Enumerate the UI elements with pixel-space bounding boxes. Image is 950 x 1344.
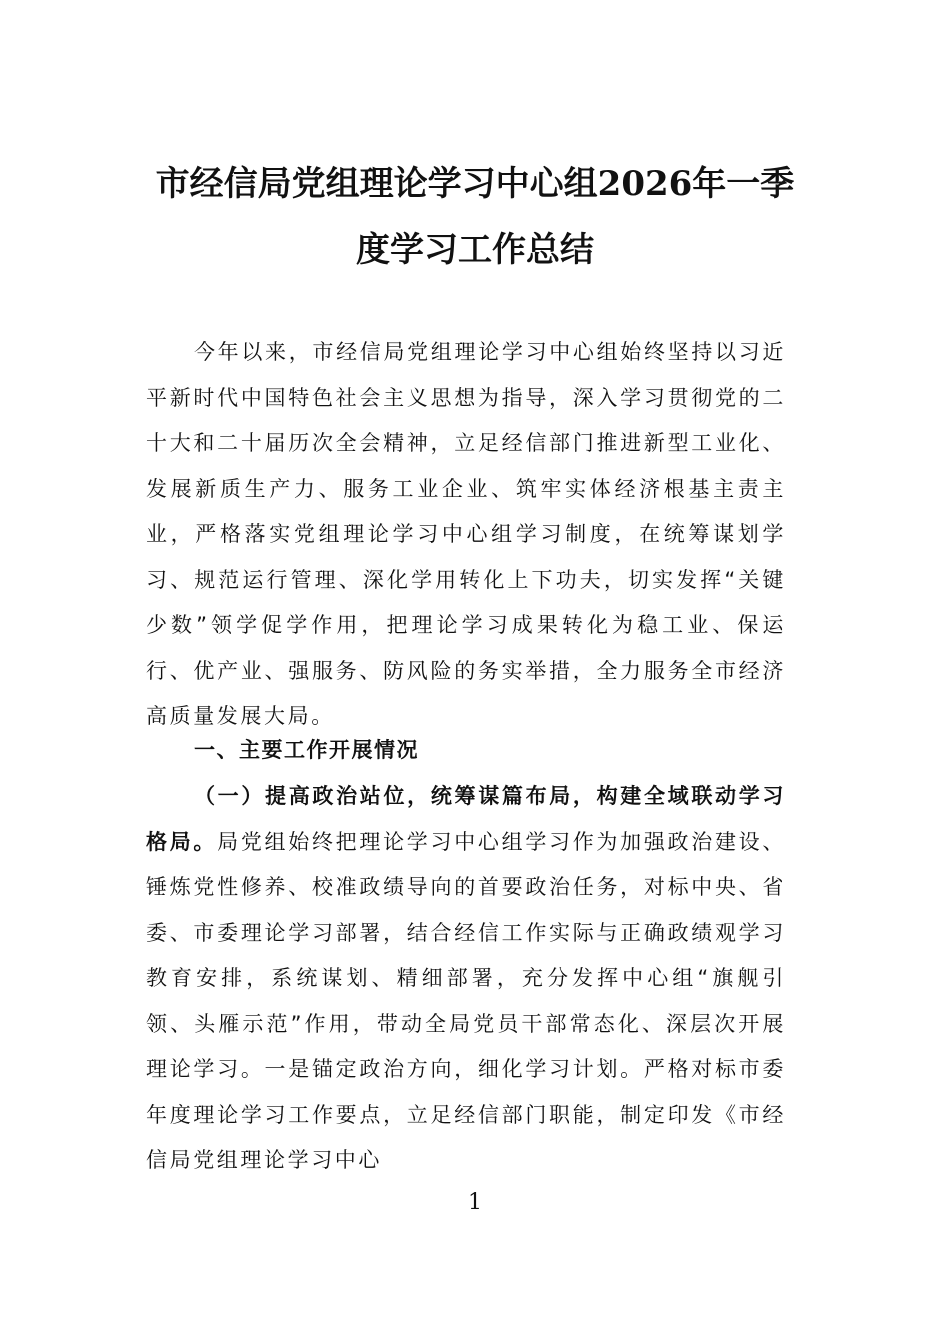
page-number: 1 — [468, 1190, 482, 1215]
document-title-line-1: 市经信局党组理论学习中心组2026年一季 — [155, 164, 795, 204]
document-title-line-2: 度学习工作总结 — [356, 230, 594, 270]
subsection-paragraph — [146, 774, 786, 1184]
intro-paragraph: 今年以来，市经信局党组理论学习中心组始终坚持以习近平新时代中国特色社会主义思想为指导，深入学习贯彻党的二十大和二十届历次全会精神，立足经信部门推进新型工业化、发展新质生产力、服务工业企业、筑牢实体经济根基主责主业，严格落实党组理论学习中心组学习制度，在统筹谋划学习、规范运行管理、深化学用转化上下功夫，切实发挥“关键少数”领学促学作用，把理论学习成果转化为稳工业、保运行、优产业、强服务、防风险的务实举措，全力服务全市经济高质量发展大局。 — [146, 340, 786, 728]
subsection-lead: （一）提高政治站位，统筹谋篇布局，构建全域联动学习格局。 — [146, 784, 786, 854]
subsection-body: 局党组始终把理论学习中心组学习作为加强政治建设、锤炼党性修养、校准政绩导向的首要政治任务，对标中央、省委、市委理论学习部署，结合经信工作实际与正确政绩观学习教育安排，系统谋划、精细部署，充分发挥中心组“旗舰引领、头雁示范”作用，带动全局党员干部常态化、深层次开展理论学习。一是锚定政治方向，细化学习计划。严格对标市委年度理论学习工作要点，立足经信部门职能，制定印发《市经信局党组理论学习中心 — [146, 829, 786, 1172]
section-heading: 一、主要工作开展情况 — [194, 738, 419, 762]
